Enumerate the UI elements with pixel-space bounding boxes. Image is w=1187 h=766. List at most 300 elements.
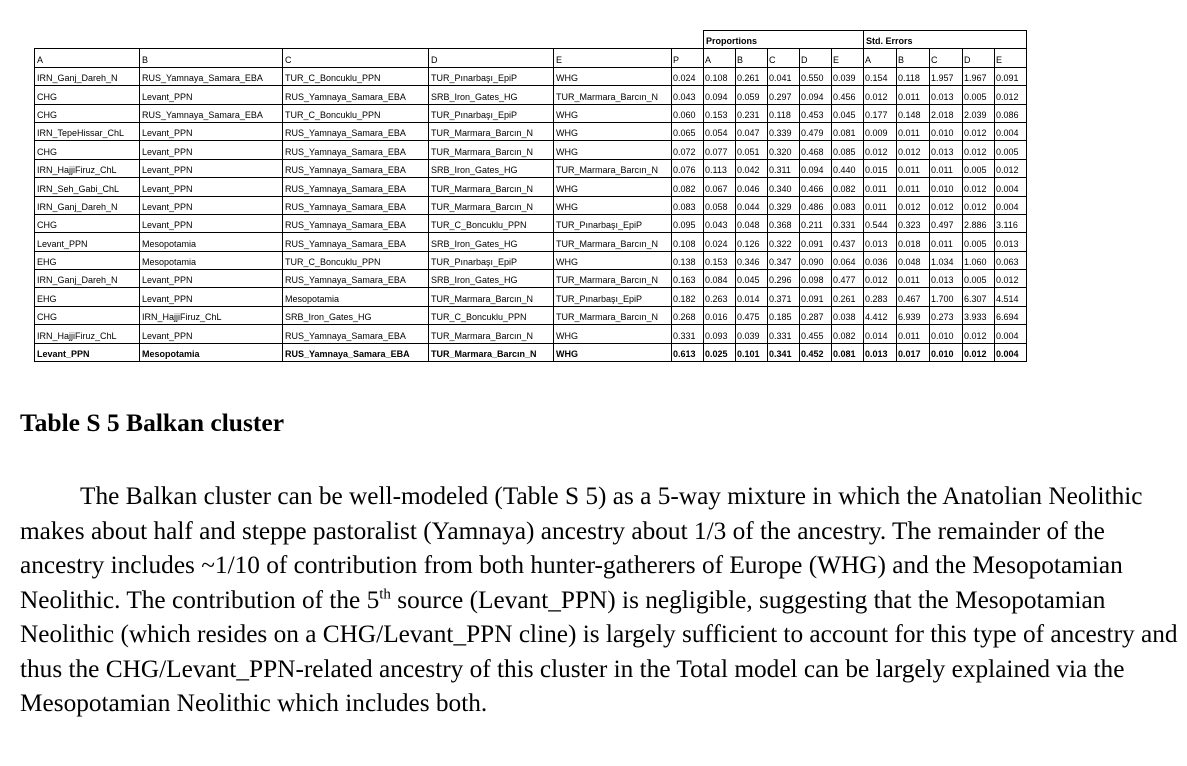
source-cell: Levant_PPN bbox=[140, 270, 283, 288]
value-cell: 0.182 bbox=[672, 288, 704, 306]
value-cell: 0.038 bbox=[832, 306, 864, 324]
value-cell: 0.012 bbox=[897, 141, 930, 159]
source-cell: TUR_Marmara_Barcın_N bbox=[554, 233, 672, 251]
source-cell: Levant_PPN bbox=[35, 233, 140, 251]
source-cell: RUS_Yamnaya_Samara_EBA bbox=[283, 141, 429, 159]
value-cell: 0.323 bbox=[897, 214, 930, 232]
column-header-cell: A bbox=[35, 49, 140, 67]
table-body bbox=[35, 31, 1027, 362]
column-header-cell: D bbox=[963, 49, 995, 67]
source-cell: TUR_Pınarbaşı_EpiP bbox=[554, 288, 672, 306]
value-cell: 0.118 bbox=[768, 104, 800, 122]
value-cell: 0.083 bbox=[672, 196, 704, 214]
value-cell: 0.296 bbox=[768, 270, 800, 288]
value-cell: 0.013 bbox=[864, 233, 897, 251]
value-cell: 0.013 bbox=[930, 141, 963, 159]
column-header-cell: A bbox=[864, 49, 897, 67]
source-cell: SRB_Iron_Gates_HG bbox=[283, 306, 429, 324]
table-row bbox=[35, 159, 1027, 177]
value-cell: 0.108 bbox=[672, 233, 704, 251]
value-cell: 1.957 bbox=[930, 67, 963, 85]
source-cell: TUR_Marmara_Barcın_N bbox=[554, 86, 672, 104]
value-cell: 0.311 bbox=[768, 159, 800, 177]
value-cell: 0.011 bbox=[930, 159, 963, 177]
value-cell: 0.081 bbox=[832, 343, 864, 361]
value-cell: 0.045 bbox=[736, 270, 768, 288]
value-cell: 0.011 bbox=[897, 86, 930, 104]
source-cell: RUS_Yamnaya_Samara_EBA bbox=[283, 325, 429, 343]
value-cell: 0.113 bbox=[704, 159, 736, 177]
value-cell: 0.082 bbox=[672, 178, 704, 196]
table-row bbox=[35, 178, 1027, 196]
source-cell: TUR_Marmara_Barcın_N bbox=[429, 288, 554, 306]
value-cell: 0.046 bbox=[736, 178, 768, 196]
value-cell: 0.072 bbox=[672, 141, 704, 159]
source-cell: IRN_HajjiFiruz_ChL bbox=[140, 306, 283, 324]
value-cell: 0.012 bbox=[963, 141, 995, 159]
value-cell: 0.005 bbox=[963, 159, 995, 177]
source-cell: CHG bbox=[35, 214, 140, 232]
source-cell: CHG bbox=[35, 104, 140, 122]
column-header-cell: E bbox=[832, 49, 864, 67]
value-cell: 0.094 bbox=[800, 86, 832, 104]
value-cell: 0.012 bbox=[995, 159, 1027, 177]
value-cell: 0.011 bbox=[897, 122, 930, 140]
value-cell: 0.014 bbox=[864, 325, 897, 343]
value-cell: 0.091 bbox=[800, 288, 832, 306]
value-cell: 6.307 bbox=[963, 288, 995, 306]
value-cell: 0.041 bbox=[768, 67, 800, 85]
source-cell: Levant_PPN bbox=[140, 159, 283, 177]
value-cell: 0.148 bbox=[897, 104, 930, 122]
value-cell: 0.048 bbox=[897, 251, 930, 269]
source-cell: SRB_Iron_Gates_HG bbox=[429, 233, 554, 251]
table-row bbox=[35, 251, 1027, 269]
source-cell: TUR_Marmara_Barcın_N bbox=[429, 122, 554, 140]
value-cell: 0.059 bbox=[736, 86, 768, 104]
value-cell: 0.005 bbox=[963, 233, 995, 251]
source-cell: RUS_Yamnaya_Samara_EBA bbox=[283, 214, 429, 232]
group-header-row bbox=[35, 31, 1027, 49]
value-cell: 0.010 bbox=[930, 122, 963, 140]
value-cell: 0.082 bbox=[832, 325, 864, 343]
value-cell: 0.340 bbox=[768, 178, 800, 196]
value-cell: 0.045 bbox=[832, 104, 864, 122]
source-cell: Levant_PPN bbox=[140, 178, 283, 196]
table-row bbox=[35, 104, 1027, 122]
value-cell: 0.263 bbox=[704, 288, 736, 306]
value-cell: 0.273 bbox=[930, 306, 963, 324]
column-header-cell: D bbox=[429, 49, 554, 67]
value-cell: 0.095 bbox=[672, 214, 704, 232]
value-cell: 0.475 bbox=[736, 306, 768, 324]
value-cell: 0.126 bbox=[736, 233, 768, 251]
std-errors-group-header: Std. Errors bbox=[864, 31, 1027, 49]
source-cell: TUR_Marmara_Barcın_N bbox=[429, 196, 554, 214]
value-cell: 0.011 bbox=[897, 270, 930, 288]
value-cell: 0.108 bbox=[704, 67, 736, 85]
source-cell: Levant_PPN bbox=[140, 86, 283, 104]
value-cell: 0.261 bbox=[832, 288, 864, 306]
value-cell: 0.453 bbox=[800, 104, 832, 122]
source-cell: IRN_HajjiFiruz_ChL bbox=[35, 159, 140, 177]
source-cell: WHG bbox=[554, 343, 672, 361]
value-cell: 0.094 bbox=[704, 86, 736, 104]
value-cell: 0.051 bbox=[736, 141, 768, 159]
value-cell: 0.058 bbox=[704, 196, 736, 214]
source-cell: Mesopotamia bbox=[140, 251, 283, 269]
value-cell: 0.347 bbox=[768, 251, 800, 269]
value-cell: 0.163 bbox=[672, 270, 704, 288]
value-cell: 0.039 bbox=[736, 325, 768, 343]
table-row bbox=[35, 141, 1027, 159]
value-cell: 0.004 bbox=[995, 325, 1027, 343]
value-cell: 0.456 bbox=[832, 86, 864, 104]
value-cell: 0.081 bbox=[832, 122, 864, 140]
source-cell: Levant_PPN bbox=[140, 214, 283, 232]
value-cell: 0.011 bbox=[930, 233, 963, 251]
value-cell: 0.468 bbox=[800, 141, 832, 159]
value-cell: 0.455 bbox=[800, 325, 832, 343]
value-cell: 2.018 bbox=[930, 104, 963, 122]
source-cell: RUS_Yamnaya_Samara_EBA bbox=[283, 343, 429, 361]
value-cell: 0.005 bbox=[995, 141, 1027, 159]
value-cell: 1.967 bbox=[963, 67, 995, 85]
value-cell: 0.014 bbox=[736, 288, 768, 306]
column-header-cell: A bbox=[704, 49, 736, 67]
value-cell: 0.012 bbox=[963, 178, 995, 196]
value-cell: 0.329 bbox=[768, 196, 800, 214]
value-cell: 0.010 bbox=[930, 325, 963, 343]
column-header-cell: E bbox=[554, 49, 672, 67]
value-cell: 0.084 bbox=[704, 270, 736, 288]
source-cell: Mesopotamia bbox=[140, 233, 283, 251]
value-cell: 0.320 bbox=[768, 141, 800, 159]
value-cell: 0.076 bbox=[672, 159, 704, 177]
value-cell: 0.011 bbox=[897, 178, 930, 196]
table-row bbox=[35, 67, 1027, 85]
source-cell: Mesopotamia bbox=[140, 343, 283, 361]
value-cell: 0.090 bbox=[800, 251, 832, 269]
source-cell: TUR_Marmara_Barcın_N bbox=[429, 325, 554, 343]
source-cell: RUS_Yamnaya_Samara_EBA bbox=[283, 122, 429, 140]
value-cell: 0.012 bbox=[864, 86, 897, 104]
value-cell: 0.060 bbox=[672, 104, 704, 122]
source-cell: RUS_Yamnaya_Samara_EBA bbox=[283, 86, 429, 104]
source-cell: TUR_Pınarbaşı_EpiP bbox=[429, 251, 554, 269]
source-cell: IRN_TepeHissar_ChL bbox=[35, 122, 140, 140]
source-cell: EHG bbox=[35, 251, 140, 269]
value-cell: 0.039 bbox=[832, 67, 864, 85]
value-cell: 0.086 bbox=[995, 104, 1027, 122]
value-cell: 0.024 bbox=[672, 67, 704, 85]
value-cell: 0.101 bbox=[736, 343, 768, 361]
value-cell: 0.012 bbox=[995, 270, 1027, 288]
value-cell: 0.339 bbox=[768, 122, 800, 140]
value-cell: 0.297 bbox=[768, 86, 800, 104]
value-cell: 0.025 bbox=[704, 343, 736, 361]
source-cell: TUR_Marmara_Barcın_N bbox=[429, 141, 554, 159]
table-row bbox=[35, 122, 1027, 140]
value-cell: 0.043 bbox=[704, 214, 736, 232]
group-header-spacer bbox=[35, 31, 704, 49]
value-cell: 0.012 bbox=[930, 196, 963, 214]
value-cell: 6.694 bbox=[995, 306, 1027, 324]
value-cell: 0.047 bbox=[736, 122, 768, 140]
source-cell: WHG bbox=[554, 122, 672, 140]
value-cell: 0.012 bbox=[963, 325, 995, 343]
value-cell: 0.083 bbox=[832, 196, 864, 214]
source-cell: Levant_PPN bbox=[140, 141, 283, 159]
value-cell: 0.466 bbox=[800, 178, 832, 196]
value-cell: 0.440 bbox=[832, 159, 864, 177]
value-cell: 0.331 bbox=[832, 214, 864, 232]
value-cell: 0.368 bbox=[768, 214, 800, 232]
source-cell: WHG bbox=[554, 251, 672, 269]
value-cell: 0.011 bbox=[897, 159, 930, 177]
value-cell: 0.093 bbox=[704, 325, 736, 343]
column-header-cell: C bbox=[930, 49, 963, 67]
section-paragraph bbox=[20, 479, 1185, 721]
value-cell: 0.016 bbox=[704, 306, 736, 324]
source-cell: EHG bbox=[35, 288, 140, 306]
value-cell: 4.514 bbox=[995, 288, 1027, 306]
table-row bbox=[35, 343, 1027, 361]
value-cell: 0.261 bbox=[736, 67, 768, 85]
value-cell: 1.034 bbox=[930, 251, 963, 269]
source-cell: WHG bbox=[554, 178, 672, 196]
value-cell: 0.005 bbox=[963, 86, 995, 104]
value-cell: 0.211 bbox=[800, 214, 832, 232]
proportions-group-header: Proportions bbox=[704, 31, 864, 49]
value-cell: 0.013 bbox=[995, 233, 1027, 251]
source-cell: WHG bbox=[554, 325, 672, 343]
value-cell: 0.177 bbox=[864, 104, 897, 122]
value-cell: 0.437 bbox=[832, 233, 864, 251]
value-cell: 1.700 bbox=[930, 288, 963, 306]
value-cell: 0.012 bbox=[864, 141, 897, 159]
source-cell: TUR_C_Boncuklu_PPN bbox=[283, 67, 429, 85]
source-cell: CHG bbox=[35, 306, 140, 324]
value-cell: 0.477 bbox=[832, 270, 864, 288]
value-cell: 0.185 bbox=[768, 306, 800, 324]
value-cell: 0.011 bbox=[864, 178, 897, 196]
value-cell: 0.013 bbox=[930, 86, 963, 104]
column-header-cell: D bbox=[800, 49, 832, 67]
value-cell: 0.467 bbox=[897, 288, 930, 306]
table-row bbox=[35, 288, 1027, 306]
table-row bbox=[35, 196, 1027, 214]
value-cell: 0.613 bbox=[672, 343, 704, 361]
source-cell: Levant_PPN bbox=[140, 288, 283, 306]
value-cell: 0.017 bbox=[897, 343, 930, 361]
column-header-cell: B bbox=[736, 49, 768, 67]
value-cell: 0.497 bbox=[930, 214, 963, 232]
source-cell: RUS_Yamnaya_Samara_EBA bbox=[283, 196, 429, 214]
value-cell: 0.118 bbox=[897, 67, 930, 85]
value-cell: 4.412 bbox=[864, 306, 897, 324]
source-cell: RUS_Yamnaya_Samara_EBA bbox=[283, 270, 429, 288]
paragraph-text-1: The Balkan cluster can be well-modeled (Table S 5) as a 5-way mixture in which the Anatolian Neolithic makes about half and steppe pastoralist (Yamnaya) ancestry about 1/3 of the ancestry. The remainder of the ancestry includes ~1/10 of contribution from both hunter-gatherers of Europe (WHG) and the Mesopotamian Neolithic. The contribution of the 5 bbox=[20, 482, 1143, 614]
value-cell: 0.138 bbox=[672, 251, 704, 269]
source-cell: Levant_PPN bbox=[35, 343, 140, 361]
column-header-cell: B bbox=[897, 49, 930, 67]
value-cell: 0.013 bbox=[864, 343, 897, 361]
value-cell: 0.024 bbox=[704, 233, 736, 251]
value-cell: 0.371 bbox=[768, 288, 800, 306]
source-cell: SRB_Iron_Gates_HG bbox=[429, 86, 554, 104]
value-cell: 0.341 bbox=[768, 343, 800, 361]
value-cell: 0.011 bbox=[864, 196, 897, 214]
source-cell: TUR_Pınarbaşı_EpiP bbox=[429, 67, 554, 85]
value-cell: 0.015 bbox=[864, 159, 897, 177]
value-cell: 3.116 bbox=[995, 214, 1027, 232]
value-cell: 0.004 bbox=[995, 343, 1027, 361]
source-cell: Mesopotamia bbox=[283, 288, 429, 306]
value-cell: 0.012 bbox=[864, 270, 897, 288]
value-cell: 2.039 bbox=[963, 104, 995, 122]
value-cell: 0.036 bbox=[864, 251, 897, 269]
table-row bbox=[35, 270, 1027, 288]
column-header-cell: P bbox=[672, 49, 704, 67]
source-cell: WHG bbox=[554, 196, 672, 214]
section-title: Table S 5 Balkan cluster bbox=[20, 408, 285, 437]
paragraph-text-2: source (Levant_PPN) is negligible, suggesting that the Mesopotamian Neolithic (which resides on a CHG/Levant_PPN cline) is largely sufficient to account for this type of ancestry and thus the CHG/Levant_PPN-related ancestry of this cluster in the Total model can be largely explained via the Mesopotamian Neolithic which includes both. bbox=[20, 585, 1178, 717]
value-cell: 0.544 bbox=[864, 214, 897, 232]
value-cell: 0.065 bbox=[672, 122, 704, 140]
table-row bbox=[35, 233, 1027, 251]
source-cell: TUR_Marmara_Barcın_N bbox=[554, 270, 672, 288]
value-cell: 0.011 bbox=[897, 325, 930, 343]
source-cell: IRN_HajjiFiruz_ChL bbox=[35, 325, 140, 343]
source-cell: TUR_Marmara_Barcın_N bbox=[429, 343, 554, 361]
value-cell: 0.012 bbox=[963, 343, 995, 361]
value-cell: 0.486 bbox=[800, 196, 832, 214]
source-cell: Levant_PPN bbox=[140, 196, 283, 214]
value-cell: 0.268 bbox=[672, 306, 704, 324]
value-cell: 6.939 bbox=[897, 306, 930, 324]
column-header-cell: C bbox=[283, 49, 429, 67]
value-cell: 0.331 bbox=[768, 325, 800, 343]
value-cell: 0.331 bbox=[672, 325, 704, 343]
source-cell: TUR_Marmara_Barcın_N bbox=[429, 178, 554, 196]
value-cell: 0.012 bbox=[963, 196, 995, 214]
value-cell: 0.231 bbox=[736, 104, 768, 122]
column-header-cell: B bbox=[140, 49, 283, 67]
source-cell: WHG bbox=[554, 67, 672, 85]
value-cell: 0.012 bbox=[963, 122, 995, 140]
value-cell: 0.283 bbox=[864, 288, 897, 306]
value-cell: 0.012 bbox=[995, 86, 1027, 104]
table-row bbox=[35, 306, 1027, 324]
value-cell: 0.346 bbox=[736, 251, 768, 269]
value-cell: 0.550 bbox=[800, 67, 832, 85]
source-cell: IRN_Ganj_Dareh_N bbox=[35, 67, 140, 85]
source-cell: RUS_Yamnaya_Samara_EBA bbox=[283, 159, 429, 177]
value-cell: 3.933 bbox=[963, 306, 995, 324]
source-cell: RUS_Yamnaya_Samara_EBA bbox=[283, 233, 429, 251]
value-cell: 0.005 bbox=[963, 270, 995, 288]
value-cell: 0.054 bbox=[704, 122, 736, 140]
source-cell: WHG bbox=[554, 104, 672, 122]
value-cell: 0.012 bbox=[897, 196, 930, 214]
source-cell: TUR_C_Boncuklu_PPN bbox=[429, 214, 554, 232]
source-cell: RUS_Yamnaya_Samara_EBA bbox=[140, 104, 283, 122]
value-cell: 0.010 bbox=[930, 178, 963, 196]
column-header-cell: E bbox=[995, 49, 1027, 67]
source-cell: IRN_Ganj_Dareh_N bbox=[35, 270, 140, 288]
value-cell: 0.082 bbox=[832, 178, 864, 196]
source-cell: IRN_Ganj_Dareh_N bbox=[35, 196, 140, 214]
value-cell: 0.153 bbox=[704, 251, 736, 269]
value-cell: 0.004 bbox=[995, 178, 1027, 196]
source-cell: RUS_Yamnaya_Samara_EBA bbox=[140, 67, 283, 85]
source-cell: CHG bbox=[35, 86, 140, 104]
value-cell: 0.077 bbox=[704, 141, 736, 159]
source-cell: TUR_Marmara_Barcın_N bbox=[554, 306, 672, 324]
value-cell: 0.479 bbox=[800, 122, 832, 140]
source-cell: Levant_PPN bbox=[140, 122, 283, 140]
value-cell: 0.091 bbox=[995, 67, 1027, 85]
value-cell: 0.067 bbox=[704, 178, 736, 196]
value-cell: 0.452 bbox=[800, 343, 832, 361]
ordinal-superscript: th bbox=[379, 586, 391, 603]
value-cell: 0.009 bbox=[864, 122, 897, 140]
source-cell: IRN_Seh_Gabi_ChL bbox=[35, 178, 140, 196]
source-cell: Levant_PPN bbox=[140, 325, 283, 343]
value-cell: 0.287 bbox=[800, 306, 832, 324]
value-cell: 0.063 bbox=[995, 251, 1027, 269]
value-cell: 0.013 bbox=[930, 270, 963, 288]
value-cell: 0.048 bbox=[736, 214, 768, 232]
source-cell: CHG bbox=[35, 141, 140, 159]
column-header-cell: C bbox=[768, 49, 800, 67]
value-cell: 0.004 bbox=[995, 122, 1027, 140]
column-header-row bbox=[35, 49, 1027, 67]
source-cell: TUR_C_Boncuklu_PPN bbox=[429, 306, 554, 324]
value-cell: 0.042 bbox=[736, 159, 768, 177]
value-cell: 0.064 bbox=[832, 251, 864, 269]
value-cell: 0.044 bbox=[736, 196, 768, 214]
source-cell: TUR_C_Boncuklu_PPN bbox=[283, 104, 429, 122]
source-cell: TUR_Pınarbaşı_EpiP bbox=[429, 104, 554, 122]
value-cell: 0.010 bbox=[930, 343, 963, 361]
table-row bbox=[35, 86, 1027, 104]
source-cell: SRB_Iron_Gates_HG bbox=[429, 270, 554, 288]
value-cell: 0.094 bbox=[800, 159, 832, 177]
source-cell: RUS_Yamnaya_Samara_EBA bbox=[283, 178, 429, 196]
value-cell: 0.322 bbox=[768, 233, 800, 251]
table-row bbox=[35, 214, 1027, 232]
value-cell: 1.060 bbox=[963, 251, 995, 269]
value-cell: 0.004 bbox=[995, 196, 1027, 214]
value-cell: 0.018 bbox=[897, 233, 930, 251]
value-cell: 2.886 bbox=[963, 214, 995, 232]
value-cell: 0.154 bbox=[864, 67, 897, 85]
value-cell: 0.043 bbox=[672, 86, 704, 104]
table-row bbox=[35, 325, 1027, 343]
admixture-results-table bbox=[34, 30, 1027, 362]
value-cell: 0.098 bbox=[800, 270, 832, 288]
value-cell: 0.085 bbox=[832, 141, 864, 159]
source-cell: WHG bbox=[554, 141, 672, 159]
value-cell: 0.091 bbox=[800, 233, 832, 251]
source-cell: SRB_Iron_Gates_HG bbox=[429, 159, 554, 177]
source-cell: TUR_C_Boncuklu_PPN bbox=[283, 251, 429, 269]
source-cell: TUR_Pınarbaşı_EpiP bbox=[554, 214, 672, 232]
source-cell: TUR_Marmara_Barcın_N bbox=[554, 159, 672, 177]
value-cell: 0.153 bbox=[704, 104, 736, 122]
